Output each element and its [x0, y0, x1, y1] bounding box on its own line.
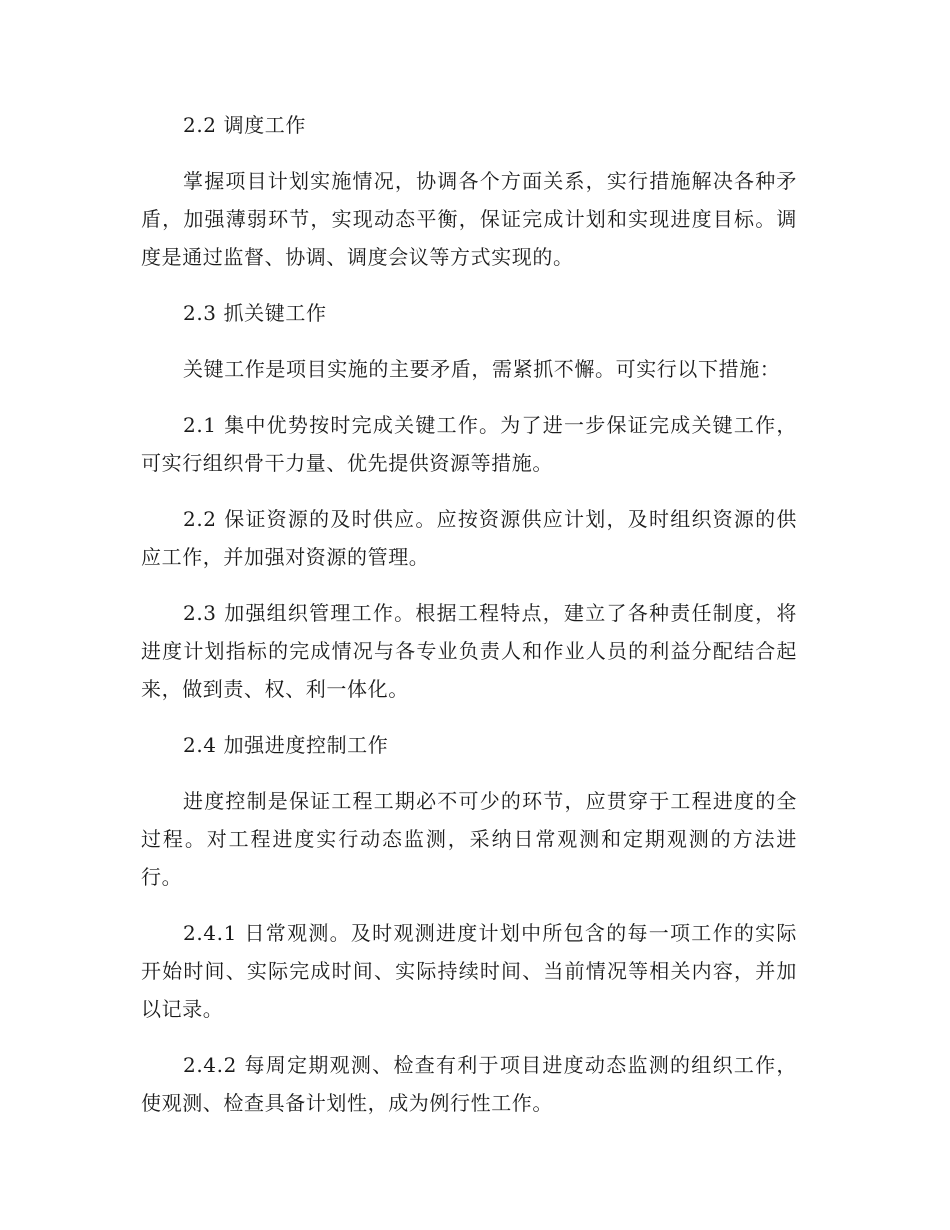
paragraph-item-2-2: 2.2 保证资源的及时供应。应按资源供应计划，及时组织资源的供应工作，并加强对资源的管理。 — [141, 507, 797, 569]
paragraph-item-2-1: 2.1 集中优势按时完成关键工作。为了进一步保证完成关键工作，可实行组织骨干力量、优先提供资源等措施。 — [141, 413, 797, 475]
paragraph-key-work-intro: 关键工作是项目实施的主要矛盾，需紧抓不懈。可实行以下措施： — [183, 357, 781, 381]
paragraph-item-2-4-2: 2.4.2 每周定期观测、检查有利于项目进度动态监测的组织工作，使观测、检查具备计划性，成为例行性工作。 — [141, 1053, 797, 1115]
section-heading-2-4: 2.4 加强进度控制工作 — [183, 733, 389, 757]
paragraph-dispatch-work: 掌握项目计划实施情况，协调各个方面关系，实行措施解决各种矛盾，加强薄弱环节，实现动态平衡，保证完成计划和实现进度目标。调度是通过监督、协调、调度会议等方式实现的。 — [141, 169, 797, 269]
paragraph-item-2-3: 2.3 加强组织管理工作。根据工程特点，建立了各种责任制度，将进度计划指标的完成情况与各专业负责人和作业人员的利益分配结合起来，做到责、权、利一体化。 — [141, 601, 797, 701]
document-body — [141, 106, 797, 1140]
paragraph-item-2-4-1: 2.4.1 日常观测。及时观测进度计划中所包含的每一项工作的实际开始时间、实际完成时间、实际持续时间、当前情况等相关内容，并加以记录。 — [141, 921, 797, 1021]
section-heading-2-2: 2.2 调度工作 — [183, 113, 306, 137]
paragraph-progress-control: 进度控制是保证工程工期必不可少的环节，应贯穿于工程进度的全过程。对工程进度实行动态监测，采纳日常观测和定期观测的方法进行。 — [141, 789, 797, 889]
section-heading-2-3: 2.3 抓关键工作 — [183, 301, 327, 325]
